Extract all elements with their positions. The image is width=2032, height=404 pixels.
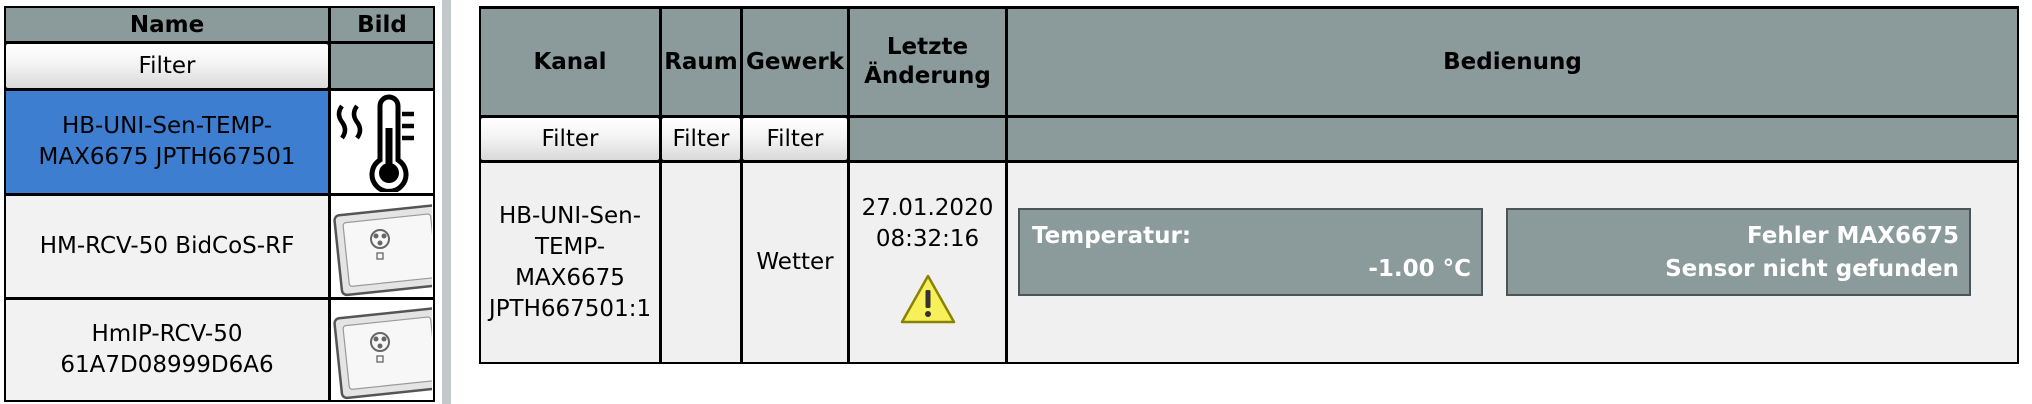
last-change-date: 27.01.2020 (861, 195, 994, 221)
warning-icon[interactable] (899, 273, 957, 325)
temperature-label: Temperatur: (1032, 223, 1192, 249)
control-cell (1008, 163, 2017, 362)
device-row-3-line1: HmIP-RCV-50 (91, 321, 243, 347)
column-header-function[interactable]: Gewerk (743, 9, 847, 115)
last-change-cell (850, 163, 1005, 362)
sensor-error-line1: Fehler MAX6675 (1746, 223, 1959, 249)
channel-filter-button[interactable]: Filter (481, 118, 659, 160)
column-header-channel[interactable]: Kanal (481, 9, 659, 115)
device-row-3-name[interactable] (6, 300, 328, 400)
panel-divider[interactable] (442, 0, 451, 404)
device-row-2-name[interactable]: HM-RCV-50 BidCoS-RF (6, 196, 328, 297)
sensor-error-line2: Sensor nicht gefunden (1665, 256, 1959, 282)
device-row-3-line2: 61A7D08999D6A6 (60, 352, 274, 378)
device-row-1-line2: MAX6675 JPTH667501 (38, 144, 296, 170)
device-row-3-image[interactable] (331, 300, 433, 400)
temperature-state-box (1018, 208, 1483, 296)
room-cell[interactable] (662, 163, 740, 362)
control-filter-placeholder (1008, 118, 2017, 160)
last-change-header-line1: Letzte (886, 34, 969, 60)
device-row-1-image[interactable] (331, 91, 433, 193)
name-filter-button[interactable]: Filter (6, 44, 328, 88)
column-header-name[interactable]: Name (6, 8, 328, 41)
column-header-control: Bedienung (1008, 9, 2017, 115)
last-change-header-line2: Änderung (864, 63, 991, 89)
channel-name-line1: HB-UNI-Sen- (498, 202, 642, 229)
raspberry-device-icon (332, 197, 432, 297)
function-filter-button[interactable]: Filter (743, 118, 847, 160)
temperature-value: -1.00 °C (1368, 256, 1471, 282)
channel-name-line3: MAX6675 (515, 264, 625, 291)
device-row-2-image[interactable] (331, 196, 433, 297)
device-row-1-line1: HB-UNI-Sen-TEMP- (61, 113, 273, 139)
raspberry-device-icon (332, 300, 432, 400)
sensor-error-box (1506, 208, 1971, 296)
channel-table (479, 6, 2019, 364)
thermometer-icon (332, 92, 432, 192)
device-row-1-name[interactable] (6, 91, 328, 193)
column-header-image[interactable]: Bild (331, 8, 433, 41)
column-header-last-change[interactable] (850, 9, 1005, 115)
channel-name-line4: JPTH667501:1 (488, 295, 652, 322)
channel-name-line2: TEMP- (534, 233, 606, 260)
device-list-table (4, 6, 435, 402)
last-change-filter-placeholder (850, 118, 1005, 160)
function-cell[interactable]: Wetter (743, 163, 847, 362)
last-change-time: 08:32:16 (875, 226, 980, 252)
column-header-room[interactable]: Raum (662, 9, 740, 115)
image-filter-placeholder (331, 44, 433, 88)
room-filter-button[interactable]: Filter (662, 118, 740, 160)
channel-name-cell[interactable] (481, 163, 659, 362)
